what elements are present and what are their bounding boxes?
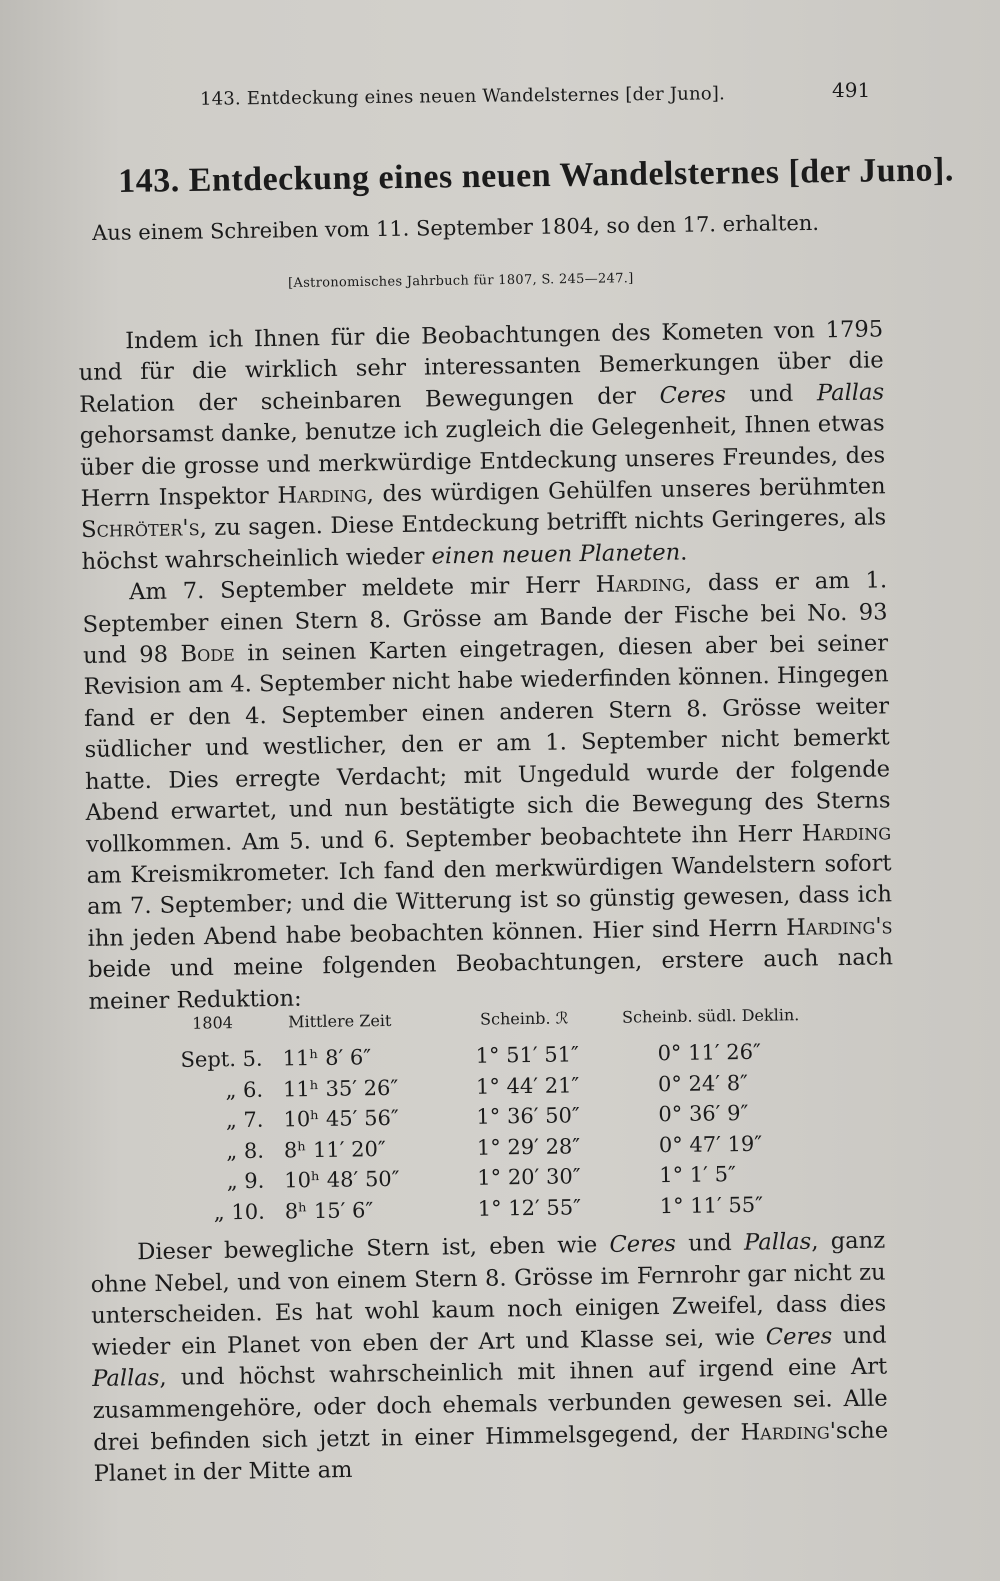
- body-text-continued: [90, 1226, 889, 1491]
- time-header: Mittlere Zeit: [287, 1010, 392, 1032]
- time-cell: 10ʰ 45′ 56″: [283, 1106, 399, 1132]
- ra-header: Scheinb. ℛ: [479, 1008, 569, 1029]
- date-cell: „ 10.: [213, 1199, 265, 1225]
- time-cell: 11ʰ 35′ 26″: [282, 1075, 399, 1102]
- time-cell: 8ʰ 15′ 6″: [284, 1198, 374, 1224]
- page-number: 491: [832, 78, 871, 102]
- observation-table: [170, 1005, 833, 1232]
- ceres-name: Ceres: [609, 1230, 677, 1258]
- dec-cell: 0° 24′ 8″: [657, 1070, 749, 1096]
- time-cell: 11ʰ 8′ 6″: [282, 1045, 372, 1071]
- running-head: 143. Entdeckung eines neuen Wandelsternes [der Juno].: [199, 83, 726, 110]
- date-cell: „ 9.: [226, 1169, 265, 1194]
- ra-cell: 1° 12′ 55″: [477, 1195, 582, 1221]
- harding-name: Harding's: [785, 913, 893, 941]
- harding-name: Harding: [740, 1417, 830, 1446]
- ceres-name: Ceres: [659, 381, 727, 409]
- date-cell: „ 6.: [225, 1077, 264, 1102]
- pallas-name: Pallas: [743, 1228, 812, 1256]
- dec-cell: 1° 11′ 55″: [659, 1192, 764, 1219]
- dec-cell: 0° 47′ 19″: [658, 1131, 763, 1157]
- paragraph-2: Am 7. September meldete mir Herr Harding, dass er am 1. September einen Stern 8. Grösse am Bande der Fische bei No. 93 und 98 Bode in seinen Karten eingetragen, diesen aber bei seiner Revision am 4. September nicht habe wiederfinden können. Hingegen fand er den 4. September einen anderen Stern 8. Grösse weiter südlicher und westlicher, den er am 1. September nicht bemerkt hatte. Dies erregte Verdacht; mit Ungeduld wurde der folgende Abend erwartet, und nun bestätigte sich die Bewegung des Sterns vollkommen. Am 5. und 6. September beobachtete ihn Herr Harding am Kreismikrometer. Ich fand den merkwürdigen Wandelstern sofort am 7. September; und die Witterung ist so günstig gewesen, dass ich ihn jeden Abend habe beobachten können. Hier sind Herrn Harding's beide und meine folgenden Beobachtungen, erstere auch nach meiner Reduktion:: [82, 567, 894, 1015]
- section-subtitle: Aus einem Schreiben vom 11. September 1804, so den 17. erhalten.: [92, 210, 820, 245]
- paragraph-3: Dieser bewegliche Stern ist, eben wie Ceres und Pallas, ganz ohne Nebel, und von einem Stern 8. Grösse im Fernrohr gar nicht zu unterscheiden. Es hat wohl kaum noch einigen Zweifel, dass dies wieder ein Planet von eben der Art und Klasse sei, wie Ceres und Pallas, und höchst wahrscheinlich mit ihnen auf irgend eine Art zusammengehöre, oder doch ehemals verbunden gewesen sei. Alle drei befinden sich jetzt in einer Himmelsgegend, der Harding'sche Planet in der Mitte am: [90, 1227, 889, 1488]
- dec-cell: 0° 36′ 9″: [658, 1101, 749, 1127]
- date-cell: „ 8.: [226, 1138, 265, 1164]
- harding-name: Harding: [801, 818, 892, 847]
- new-planet-phrase: einen neuen Planeten: [431, 539, 681, 570]
- ra-cell: 1° 29′ 28″: [476, 1134, 581, 1160]
- harding-name: Harding: [595, 570, 686, 599]
- source-reference: [Astronomisches Jahrbuch für 1807, S. 245—247.]: [288, 271, 634, 291]
- ceres-name: Ceres: [765, 1323, 833, 1351]
- schroeter-name: Schröter's: [80, 515, 200, 544]
- bode-name: Bode: [180, 640, 235, 668]
- ra-cell: 1° 20′ 30″: [477, 1164, 581, 1191]
- pallas-name: Pallas: [816, 379, 885, 407]
- paragraph-1: Indem ich Ihnen für die Beobachtungen des Kometen von 1795 und für die wirklich sehr interessanten Bemerkungen über die Relation der scheinbaren Bewegungen der Ceres und Pallas gehorsamst danke, benutze ich zugleich die Gelegenheit, Ihnen etwas über die grosse und merkwürdige Entdeckung unseres Freundes, des Herrn Inspektor Harding, des würdigen Gehülfen unseres berühmten Schröter's, zu sagen. Diese Entdeckung betrifft nichts Geringeres, als höchst wahrscheinlich wieder einen neuen Planeten.: [78, 316, 887, 575]
- body-text: [78, 314, 894, 1017]
- dec-cell: 0° 11′ 26″: [657, 1039, 762, 1066]
- ra-cell: 1° 44′ 21″: [475, 1072, 580, 1099]
- dec-header: Scheinb. südl. Deklin.: [621, 1005, 800, 1027]
- time-cell: 10ʰ 48′ 50″: [284, 1167, 400, 1193]
- pallas-name: Pallas: [92, 1365, 160, 1393]
- ra-cell: 1° 36′ 50″: [476, 1103, 580, 1129]
- ra-cell: 1° 51′ 51″: [475, 1042, 580, 1068]
- time-cell: 8ʰ 11′ 20″: [283, 1136, 386, 1163]
- date-cell: Sept. 5.: [180, 1046, 263, 1072]
- section-title: 143. Entdeckung eines neuen Wandelsternes [der Juno].: [118, 151, 955, 200]
- year-header: 1804: [191, 1013, 233, 1033]
- harding-name: Harding: [277, 481, 367, 509]
- dec-cell: 1° 1′ 5″: [659, 1162, 737, 1188]
- date-cell: „ 7.: [225, 1107, 264, 1133]
